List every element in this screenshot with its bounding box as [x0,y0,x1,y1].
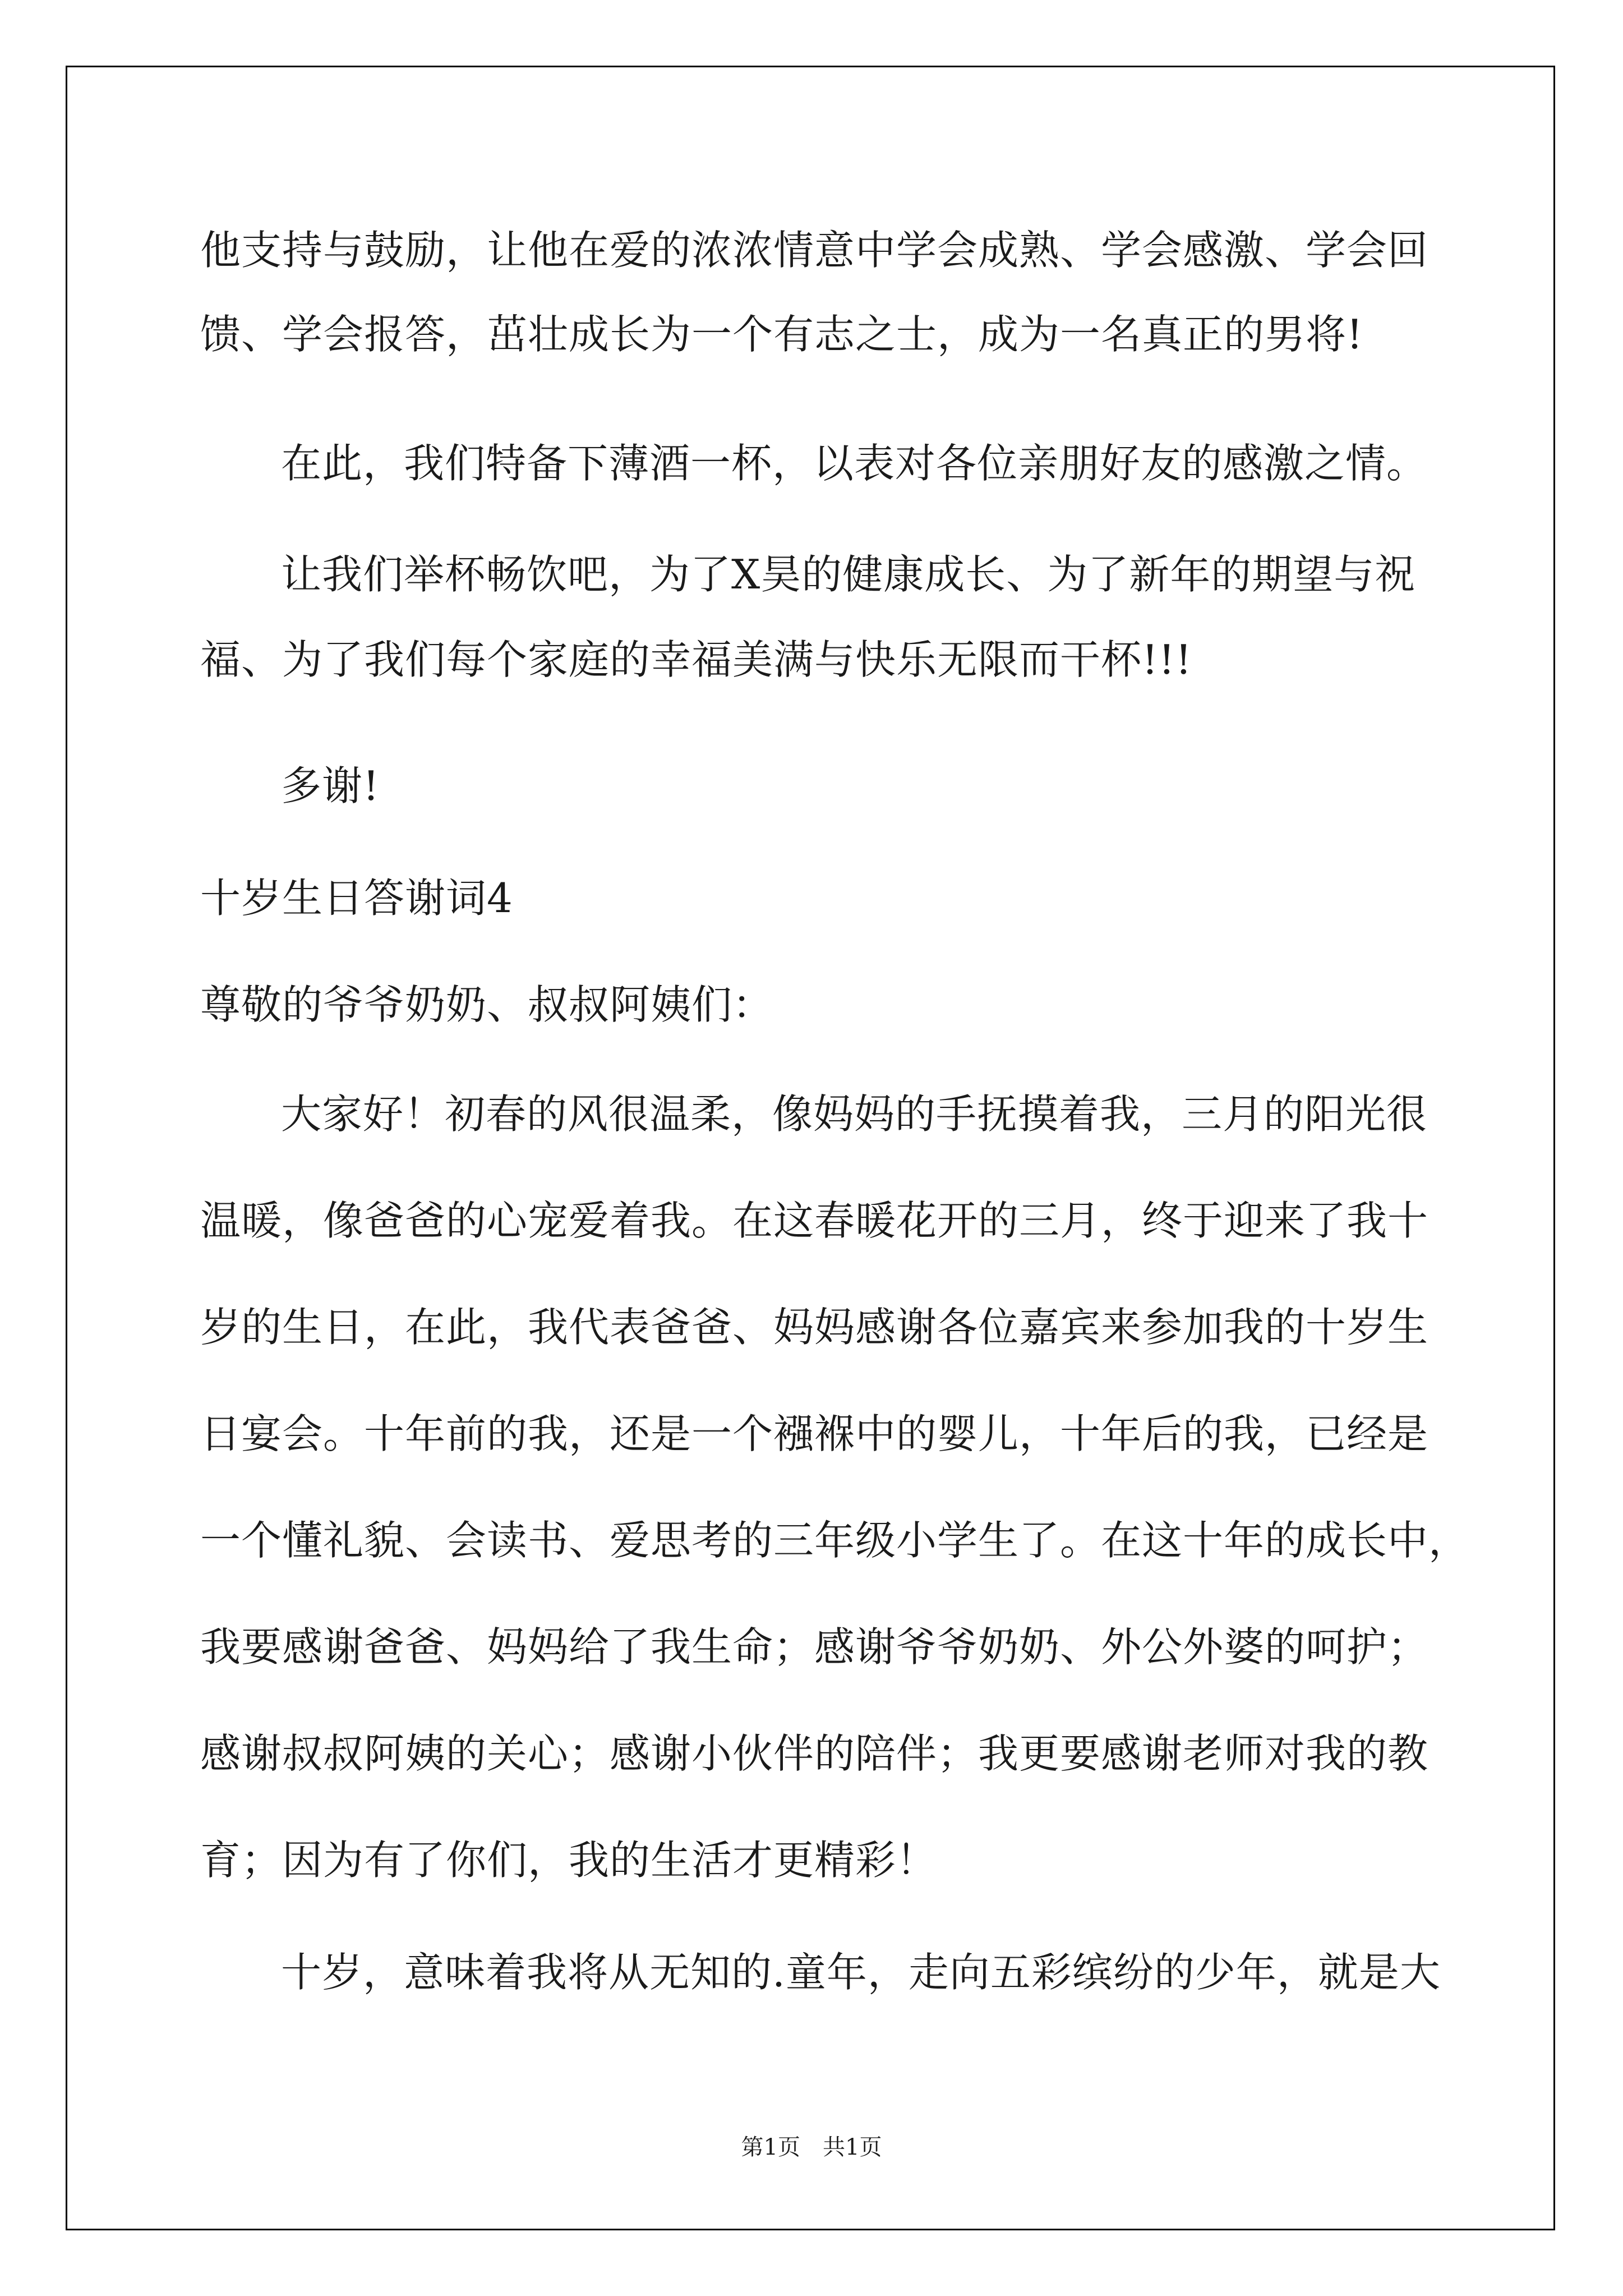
section-heading: 十岁生日答谢词4 [200,875,513,922]
page-number: 第1页 共1页 [741,2134,882,2160]
body-line: 感谢叔叔阿姨的关心；感谢小伙伴的陪伴；我更要感谢老师对我的教 [200,1730,1429,1777]
body-line: 岁的生日，在此，我代表爸爸、妈妈感谢各位嘉宾来参加我的十岁生 [200,1304,1429,1351]
body-line: 福、为了我们每个家庭的幸福美满与快乐无限而干杯!!! [200,636,1192,683]
salutation: 尊敬的爷爷奶奶、叔叔阿姨们： [200,981,774,1028]
body-line: 一个懂礼貌、会读书、爱思考的三年级小学生了。在这十年的成长中， [200,1517,1470,1564]
body-line: 多谢! [281,762,380,809]
body-line: 我要感谢爸爸、妈妈给了我生命；感谢爷爷奶奶、外公外婆的呵护； [200,1623,1429,1671]
body-line: 日宴会。十年前的我，还是一个襁褓中的婴儿，十年后的我，已经是 [200,1410,1429,1457]
body-line: 他支持与鼓励，让他在爱的浓浓情意中学会成熟、学会感激、学会回 [200,227,1429,274]
body-line: 育；因为有了你们，我的生活才更精彩！ [200,1837,938,1884]
body-line: 温暖，像爸爸的心宠爱着我。在这春暖花开的三月，终于迎来了我十 [200,1197,1429,1244]
body-line: 让我们举杯畅饮吧，为了X昊的健康成长、为了新年的期望与祝 [281,551,1416,598]
body-line: 在此，我们特备下薄酒一杯，以表对各位亲朋好友的感激之情。 [281,440,1428,487]
body-line: 馈、学会报答，茁壮成长为一个有志之士，成为一名真正的男将! [200,311,1363,358]
body-line: 大家好！初春的风很温柔，像妈妈的手抚摸着我，三月的阳光很 [281,1091,1428,1138]
body-line: 十岁，意味着我将从无知的.童年，走向五彩缤纷的少年，就是大 [281,1949,1441,1996]
page-border [66,66,1555,2230]
